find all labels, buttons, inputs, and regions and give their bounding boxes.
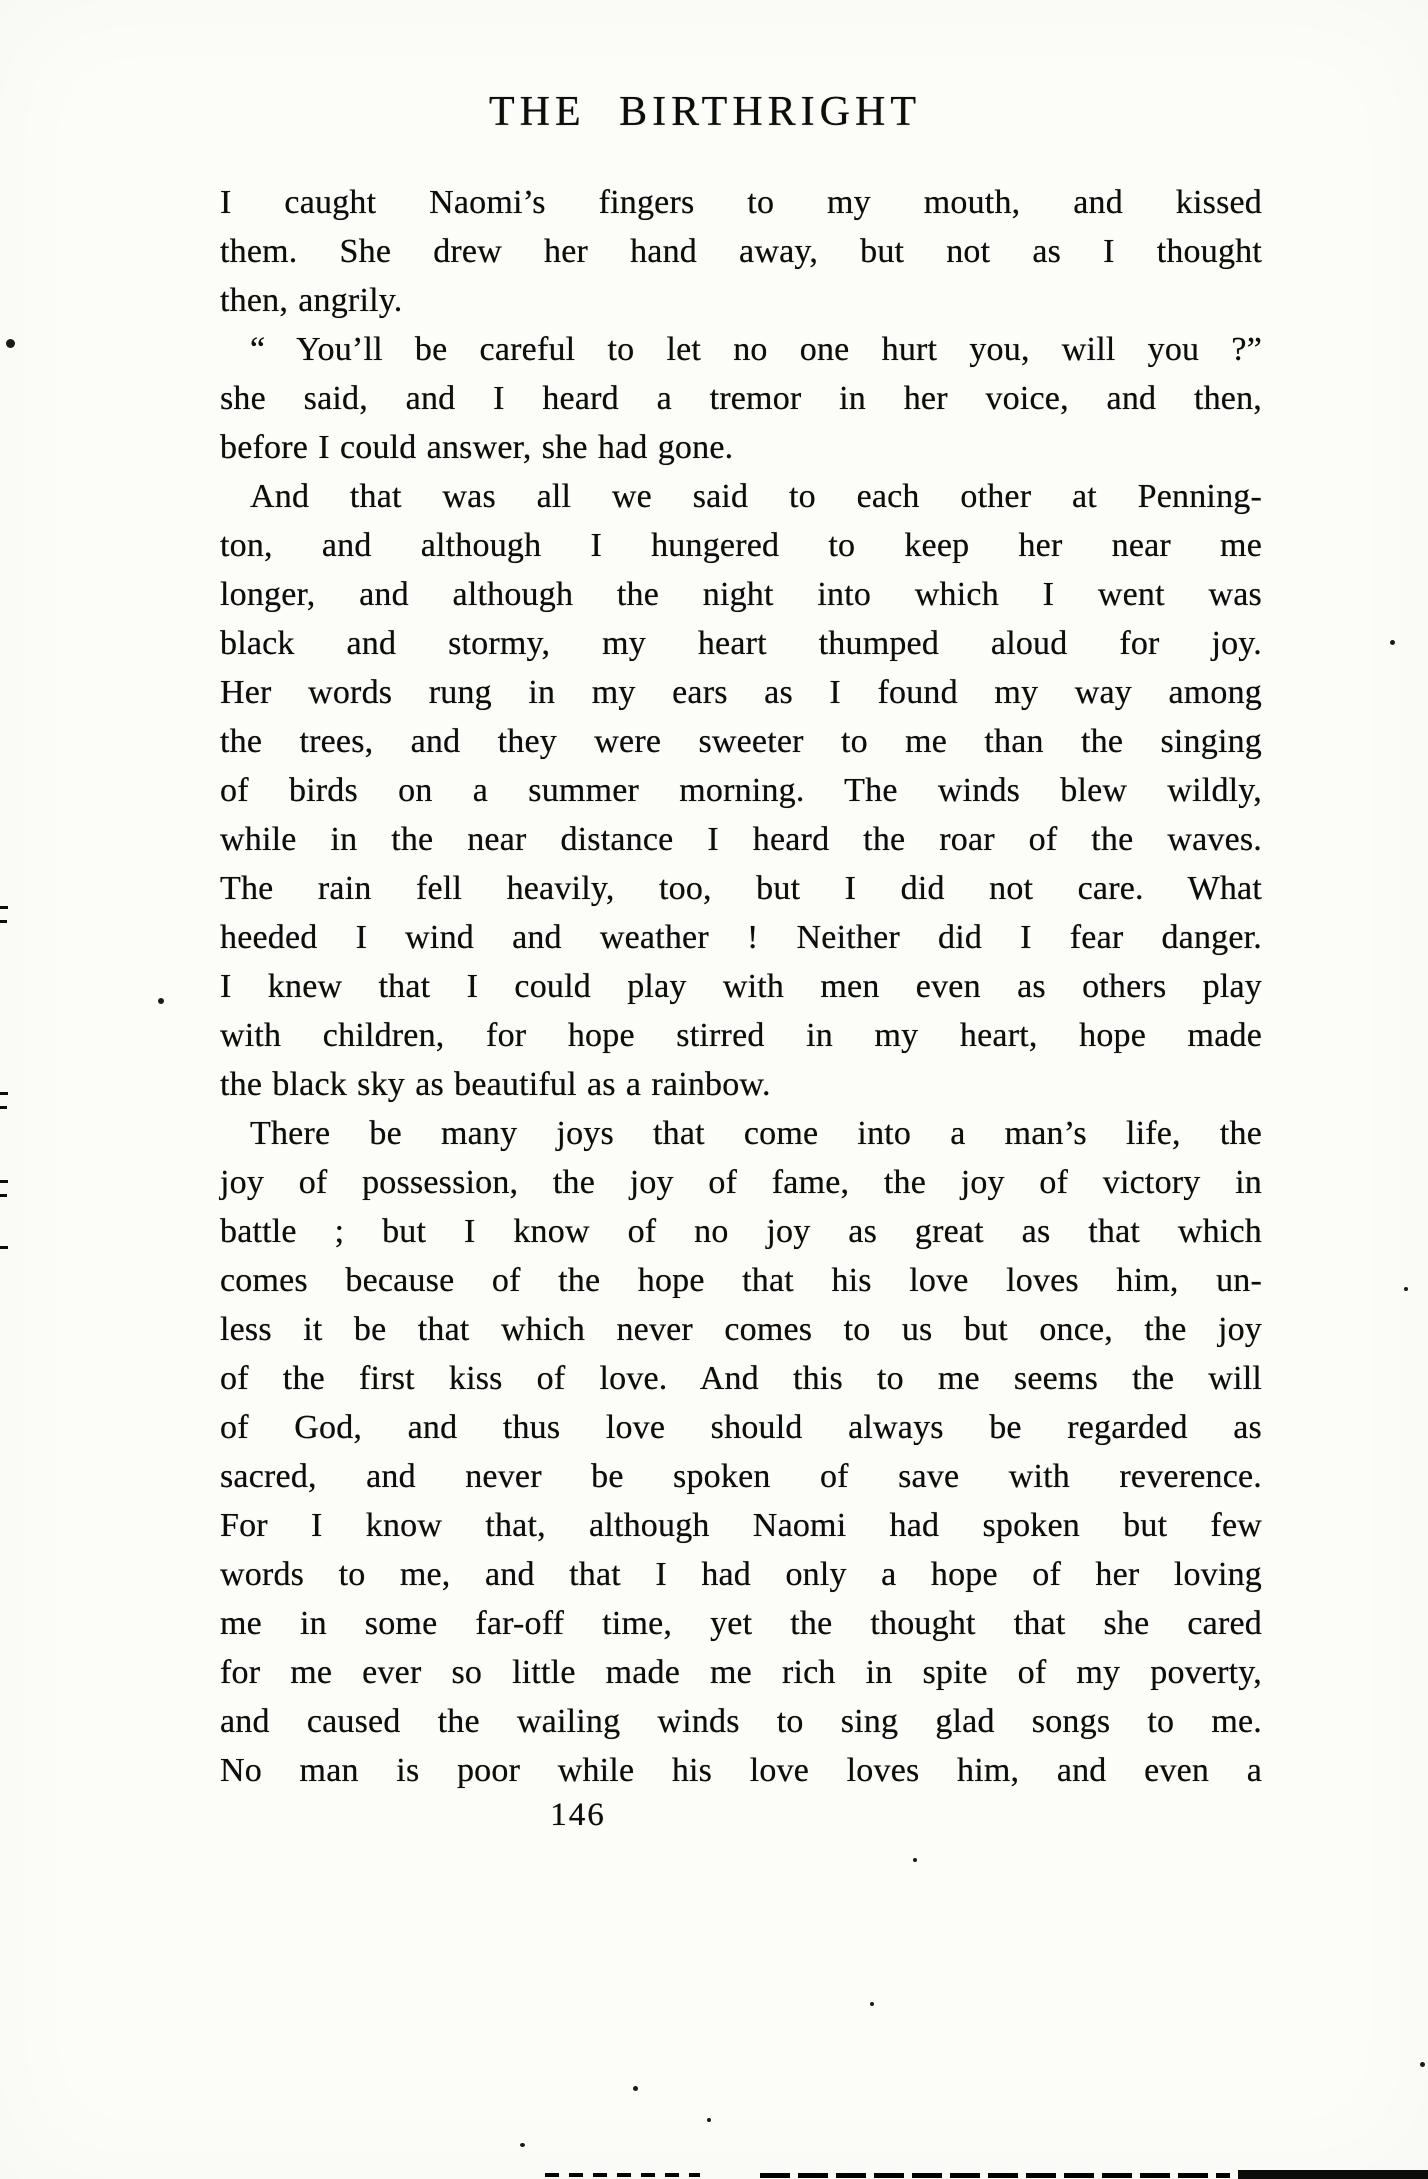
scan-speck — [1404, 1287, 1408, 1291]
text-line: them. She drew her hand away, but not as I thought — [220, 233, 1262, 270]
text-line: sacred, and never be spoken of save with reverence. — [220, 1458, 1262, 1495]
scan-edge-mark — [0, 1194, 7, 1197]
text-line: she said, and I heard a tremor in her voice, and then, — [220, 380, 1262, 417]
text-line: the black sky as beautiful as a rainbow. — [220, 1066, 771, 1103]
text-line: for me ever so little made me rich in spite of my poverty, — [220, 1654, 1262, 1691]
scan-edge-mark — [0, 1106, 7, 1109]
scan-speck — [1420, 2062, 1425, 2067]
scan-speck — [913, 1858, 917, 1862]
text-line: with children, for hope stirred in my heart, hope made — [220, 1017, 1262, 1054]
text-line: Her words rung in my ears as I found my way among — [220, 674, 1262, 711]
text-line: and caused the wailing winds to sing glad songs to me. — [220, 1703, 1262, 1740]
text-line: longer, and although the night into which I went was — [220, 576, 1262, 613]
text-line: And that was all we said to each other at Penning- — [250, 478, 1262, 515]
scan-speck — [707, 2118, 711, 2122]
page-number: 146 — [550, 1797, 606, 1833]
text-line: words to me, and that I had only a hope of her loving — [220, 1556, 1262, 1593]
text-line: black and stormy, my heart thumped aloud for joy. — [220, 625, 1262, 662]
text-line: then, angrily. — [220, 282, 403, 319]
text-line: heeded I wind and weather ! Neither did I fear danger. — [220, 919, 1262, 956]
page-title: THE BIRTHRIGHT — [489, 89, 921, 135]
scan-speck — [1390, 640, 1395, 645]
text-line: battle ; but I know of no joy as great as that which — [220, 1213, 1262, 1250]
scan-bottom-artifact — [545, 2173, 700, 2177]
text-line: comes because of the hope that his love loves him, un- — [220, 1262, 1262, 1299]
body-text — [220, 178, 1262, 1795]
scan-edge-mark — [0, 1092, 8, 1095]
text-line: of the first kiss of love. And this to me seems the will — [220, 1360, 1262, 1397]
scan-edge-mark — [0, 1246, 8, 1249]
text-line: For I know that, although Naomi had spoken but few — [220, 1507, 1262, 1544]
scan-speck — [6, 339, 15, 348]
text-line: before I could answer, she had gone. — [220, 429, 734, 466]
scan-bottom-artifact — [1238, 2170, 1428, 2179]
text-line: I caught Naomi’s fingers to my mouth, and kissed — [220, 184, 1262, 221]
scan-edge-mark — [0, 906, 8, 909]
scan-edge-mark — [0, 920, 7, 923]
text-line: joy of possession, the joy of fame, the joy of victory in — [220, 1164, 1262, 1201]
scan-speck — [520, 2143, 525, 2147]
text-line: The rain fell heavily, too, but I did not care. What — [220, 870, 1262, 907]
text-line: No man is poor while his love loves him, and even a — [220, 1752, 1262, 1789]
scan-speck — [870, 2002, 874, 2006]
text-line: of God, and thus love should always be regarded as — [220, 1409, 1262, 1446]
scan-bottom-artifact — [760, 2173, 1230, 2178]
text-line: of birds on a summer morning. The winds blew wildly, — [220, 772, 1262, 809]
text-line: I knew that I could play with men even as others play — [220, 968, 1262, 1005]
text-line: the trees, and they were sweeter to me than the singing — [220, 723, 1262, 760]
text-line: while in the near distance I heard the roar of the waves. — [220, 821, 1262, 858]
text-line: me in some far-off time, yet the thought that she cared — [220, 1605, 1262, 1642]
text-line: There be many joys that come into a man’s life, the — [250, 1115, 1262, 1152]
text-line: ton, and although I hungered to keep her near me — [220, 527, 1262, 564]
text-line: “ You’ll be careful to let no one hurt you, will you ?” — [250, 331, 1262, 368]
scan-edge-mark — [0, 1180, 8, 1183]
scan-speck — [633, 2086, 638, 2091]
scan-speck — [158, 998, 164, 1004]
text-line: less it be that which never comes to us but once, the joy — [220, 1311, 1262, 1348]
